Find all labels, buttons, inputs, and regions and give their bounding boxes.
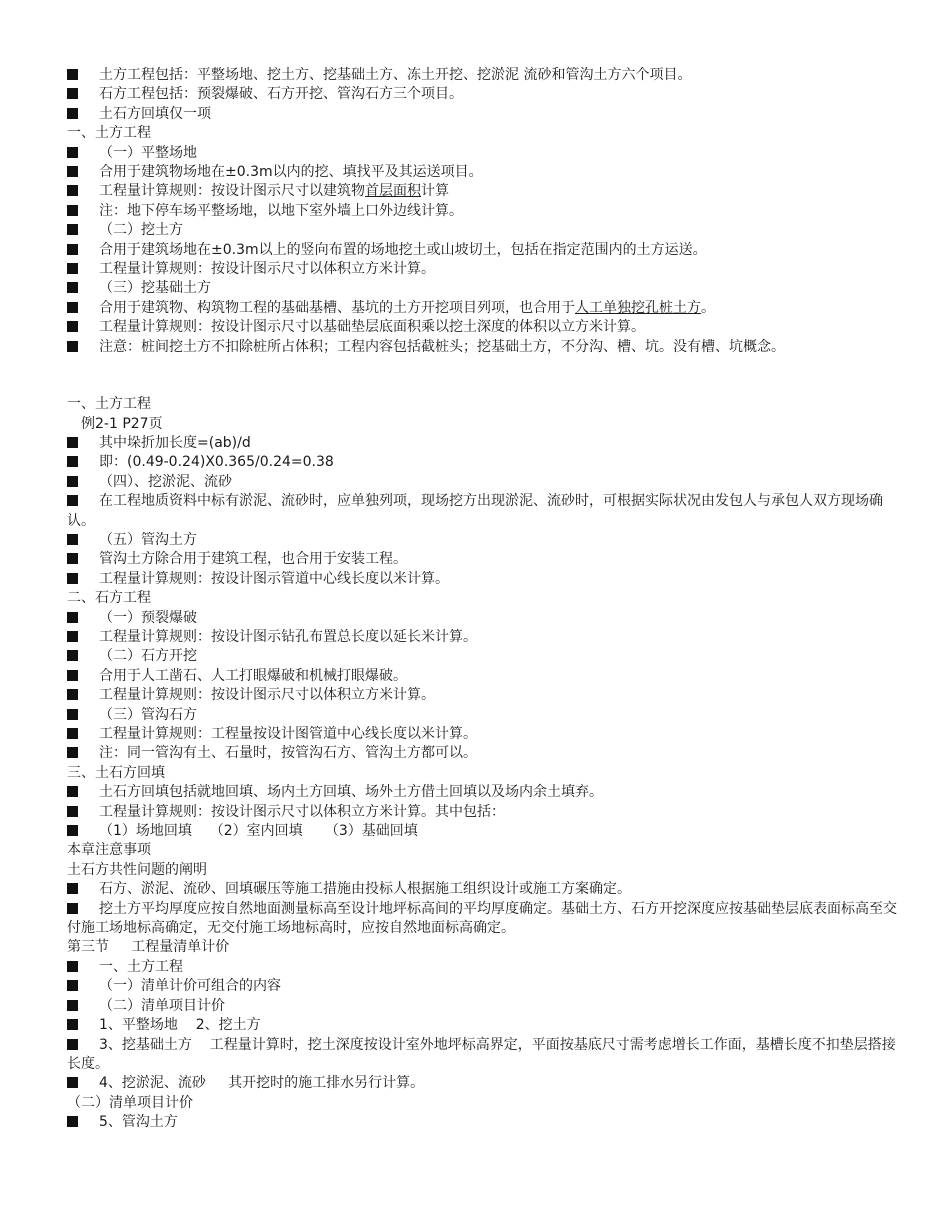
bullet-icon [67,1039,78,1050]
list-item [67,338,897,357]
heading-rockwork [67,589,897,608]
list-item [67,803,897,822]
bullet-icon [67,534,78,545]
list-item-text: 5、管沟土方 [99,1114,178,1131]
list-item [67,958,897,977]
heading-text: 第三节 工程量清单计价 [67,939,230,956]
bullet-icon [67,147,78,158]
list-item-text: 即：(0.49-0.24)X0.365/0.24=0.38 [99,454,334,471]
list-item [67,434,897,453]
bullet-icon [67,1000,78,1011]
heading-chapter-notes [67,841,897,860]
bullet-icon [67,1116,78,1127]
list-item-text: 计算 [421,183,449,200]
bullet-icon [67,747,78,758]
list-item [67,473,897,492]
bullet-icon [67,205,78,216]
list-item [67,706,897,725]
list-item-text: 一、土方工程 [99,958,183,975]
list-item-text: 挖土方平均厚度应按自然地面测量标高至设计地坪标高间的平均厚度确定。基础土方、石方开挖深度应按基础垫层底表面标高至交付施工场地标高确定，无交付施工场地标高时，应按自然地面标高确定。 [67,900,897,937]
list-item-text: 。 [701,299,715,316]
bullet-icon [67,650,78,661]
list-item [67,492,897,531]
list-item-text: 石方、淤泥、流砂、回填碾压等施工措施由投标人根据施工组织设计或施工方案确定。 [99,881,631,898]
heading-common-issues [67,861,897,880]
list-item-text: 工程量计算规则：按设计图示尺寸以体积立方米计算。 [99,261,435,278]
bullet-icon [67,903,78,914]
list-item [67,900,897,939]
bullet-icon [67,980,78,991]
bullet-icon [67,883,78,894]
bullet-icon [67,689,78,700]
list-item-text: 合用于建筑物、构筑物工程的基础基槽、基坑的土方开挖项目列项，也合用于 [99,299,575,316]
bullet-icon [67,108,78,119]
list-item [67,550,897,569]
list-item [67,66,897,85]
bullet-icon [67,709,78,720]
list-item-text: （一）平整场地 [99,144,197,161]
list-item-text: （二）挖土方 [99,222,183,239]
heading-text: 本章注意事项 [67,842,151,859]
list-item [67,85,897,104]
bullet-icon [67,612,78,623]
bullet-icon [67,244,78,255]
list-item [67,1036,897,1075]
list-item [67,221,897,240]
bullet-icon [67,825,78,836]
bullet-icon [67,1077,78,1088]
bullet-icon [67,302,78,313]
list-item [67,686,897,705]
list-item [67,880,897,899]
list-item-text: 合用于建筑场地在±0.3m以上的竖向布置的场地挖土或山坡切土，包括在指定范围内的土方运送。 [99,241,707,258]
list-item [67,1074,897,1093]
bullet-icon [67,728,78,739]
bullet-icon [67,263,78,274]
list-item [67,822,897,841]
heading-text: 一、土方工程 [67,125,151,142]
underlined-term: 人工单独挖孔桩土方 [575,299,701,316]
list-item [67,279,897,298]
list-item-text: 土石方回填仅一项 [99,105,211,122]
list-item-text: 工程量计算规则：按设计图示管道中心线长度以米计算。 [99,570,449,587]
bullet-icon [67,456,78,467]
list-item-text: （一）预裂爆破 [99,609,197,626]
list-item-text: 合用于人工凿石、人工打眼爆破和机械打眼爆破。 [99,667,407,684]
bullet-icon [67,341,78,352]
subheading-bill-pricing [67,1094,897,1113]
bullet-icon [67,961,78,972]
list-item-text: 3、挖基础土方 工程量计算时，挖土深度按设计室外地坪标高界定，平面按基底尺寸需考虑增长工作面，基槽长度不扣垫层搭接长度。 [67,1036,896,1072]
list-item-text: 工程量计算规则：按设计图示尺寸以体积立方米计算。其中包括： [99,803,505,820]
bullet-icon [67,476,78,487]
document-page [67,66,897,1133]
bullet-icon [67,321,78,332]
list-item-text: （五）管沟土方 [99,531,197,548]
list-item [67,1113,897,1132]
heading-earthwork [67,124,897,143]
bullet-icon [67,631,78,642]
list-item [67,744,897,763]
list-item-text: （三）挖基础土方 [99,280,211,297]
list-item [67,783,897,802]
list-item [67,997,897,1016]
list-item-text: （一）清单计价可组合的内容 [99,978,281,995]
heading-earthwork [67,395,897,414]
list-item [67,260,897,279]
underlined-term: 首层面积 [365,183,421,200]
list-item [67,647,897,666]
list-item [67,667,897,686]
list-item [67,609,897,628]
bullet-icon [67,573,78,584]
bullet-icon [67,437,78,448]
list-item-text: 工程量计算规则：工程量按设计图管道中心线长度以米计算。 [99,726,477,742]
list-item-text: 工程量计算规则：按设计图示钻孔布置总长度以延长米计算。 [99,628,477,645]
list-item-text: 石方工程包括：预裂爆破、石方开挖、管沟石方三个项目。 [99,86,463,103]
heading-text: 土石方共性问题的阐明 [67,861,207,878]
section-earthwork-details [67,395,897,1132]
list-item [67,202,897,221]
bullet-icon [67,282,78,293]
list-item [67,144,897,163]
bullet-icon [67,670,78,681]
list-item [67,241,897,260]
bullet-icon [67,88,78,99]
list-item-text: 1、平整场地 2、挖土方 [99,1017,261,1034]
section-earthwork-summary [67,66,897,357]
bullet-icon [67,185,78,196]
list-item [67,628,897,647]
list-item-text: 其中垛折加长度=(ab)/d [99,434,251,451]
bullet-icon [67,69,78,80]
bullet-icon [67,495,78,506]
list-item-text: 土石方回填包括就地回填、场内土方回填、场外土方借土回填以及场内余土填弃。 [99,784,603,801]
list-item-text: 在工程地质资料中标有淤泥、流砂时，应单独列项，现场挖方出现淤泥、流砂时，可根据实际状况由发包人与承包人双方现场确认。 [67,493,883,529]
example-text: 例2-1 P27页 [81,415,163,432]
list-item [67,299,897,318]
heading-text: 二、石方工程 [67,590,151,607]
bullet-icon [67,224,78,235]
list-item-text: 工程量计算规则：按设计图示尺寸以体积立方米计算。 [99,687,435,704]
list-item-text: （三）管沟石方 [99,706,197,723]
bullet-icon [67,166,78,177]
heading-text: 三、土石方回填 [67,764,165,781]
list-item-text: 注：同一管沟有土、石量时，按管沟石方、管沟土方都可以。 [99,745,477,762]
heading-text: 一、土方工程 [67,396,151,413]
bullet-icon [67,786,78,797]
list-item-text: （1）场地回填 （2）室内回填 （3）基础回填 [99,823,418,840]
list-item-text: 合用于建筑物场地在±0.3m以内的挖、填找平及其运送项目。 [99,164,483,181]
list-item [67,163,897,182]
bullet-icon [67,806,78,817]
heading-text: （二）清单项目计价 [67,1094,193,1111]
list-item [67,531,897,550]
list-item [67,453,897,472]
list-item-text: （二）清单项目计价 [99,997,225,1014]
list-item [67,725,897,744]
list-item-text: 注：地下停车场平整场地，以地下室外墙上口外边线计算。 [99,202,463,219]
list-item [67,1016,897,1035]
list-item-text: （四）、挖淤泥、流砂 [99,473,232,490]
list-item [67,182,897,201]
bullet-icon [67,553,78,564]
list-item-text: 工程量计算规则：按设计图示尺寸以建筑物 [99,183,365,200]
list-item-text: 工程量计算规则：按设计图示尺寸以基础垫层底面积乘以挖土深度的体积以立方米计算。 [99,319,645,336]
list-item [67,570,897,589]
list-item-text: 管沟土方除合用于建筑工程，也合用于安装工程。 [99,551,407,568]
example-reference [67,415,897,434]
list-item [67,977,897,996]
list-item [67,318,897,337]
list-item [67,105,897,124]
list-item-text: 4、挖淤泥、流砂 其开挖时的施工排水另行计算。 [99,1075,425,1092]
bullet-icon [67,1019,78,1030]
list-item-text: （二）石方开挖 [99,648,197,665]
heading-section-3 [67,938,897,957]
list-item-text: 土方工程包括：平整场地、挖土方、挖基础土方、冻土开挖、挖淤泥 流砂和管沟土方六个项目。 [99,67,692,83]
heading-backfill [67,764,897,783]
list-item-text: 注意：桩间挖土方不扣除桩所占体积；工程内容包括截桩头；挖基础土方，不分沟、槽、坑。没有槽、坑概念。 [99,338,785,355]
